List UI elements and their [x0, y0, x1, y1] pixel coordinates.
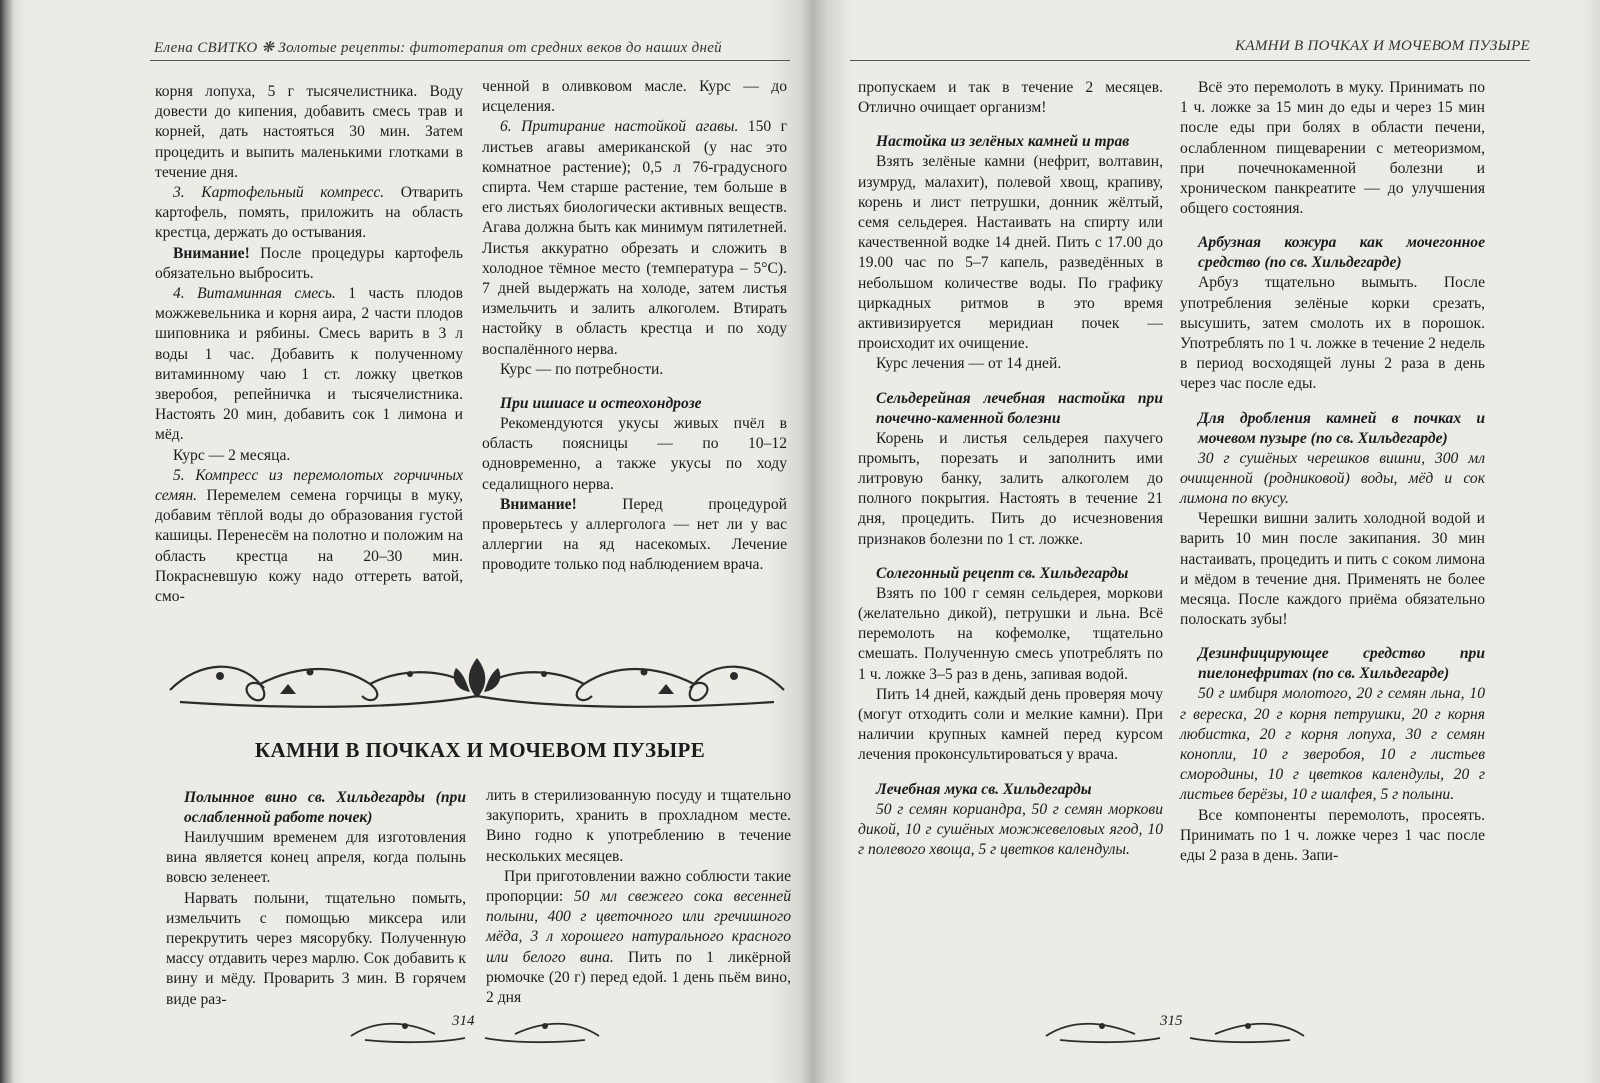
paragraph: Курс — по потребности. [500, 360, 664, 378]
paragraph: 4. Витаминная смесь. 1 часть плодов можжевельника и корня аира, 2 части плодов шиповника и рябины. Смесь варить в 3 л воды 1 час. Добавить к полученному витаминному чаю 1 ст. ложку цветков зверобоя, репейничка и тысячелистника. Настоять 20 мин, добавить сок 1 лимона и мёд. [155, 285, 464, 444]
folio-ornament-left [345, 1012, 605, 1048]
header-rule [150, 60, 790, 61]
paragraph: Внимание! После процедуры картофель обязательно выбросить. [155, 244, 463, 282]
paragraph: Все компоненты перемолоть, просеять. Принимать по 1 ч. ложке через 1 час после еды 2 раза в день. Запи- [1180, 806, 1485, 865]
text-column-4 [486, 786, 791, 1008]
paragraph: Нарвать полыни, тщательно помыть, измельчить с помощью миксера или перекрутить через мясорубку. Полученную массу отдавить через марлю. Сок добавить к вину и мёду. Проварить 3 мин. В горячем виде раз- [166, 889, 466, 1008]
paragraph-spacer [1180, 219, 1485, 233]
paragraph: Арбуз тщательно вымыть. После употребления зелёные корки срезать, высушить, затем смолоть их в порошок. Употреблять по 1 ч. ложке в течение 2 недель в период восходящей луны 2 раза в день через час после еды. [1180, 274, 1485, 393]
paragraph-spacer [858, 375, 1163, 389]
ingredient-list: 50 г семян кориандра, 50 г семян моркови дикой, 10 г сушёных можжевеловых ягод, 10 г полевого хвоща, 5 г цветков календулы. [858, 800, 1163, 859]
text-column-2 [1180, 78, 1485, 866]
text-column-1 [858, 78, 1163, 860]
text-column-1 [155, 82, 463, 607]
paragraph-spacer [482, 380, 787, 394]
paragraph-spacer [858, 766, 1163, 780]
page-number-right: 315 [1160, 1013, 1183, 1029]
paragraph: Пить 14 дней, каждый день проверяя мочу (могут отходить соли и мелкие камни). При наличии крупных камней перед курсом лечения проконсультироваться у врача. [858, 685, 1163, 764]
right-page [812, 0, 1600, 1083]
recipe-heading: Лечебная мука св. Хильдегарды [876, 780, 1092, 798]
paragraph: Черешки вишни залить холодной водой и варить 10 мин после закипания. 30 мин настаивать, процедить и пить с соком лимона и мёдом в течение дня. Применять не более месяца. После каждого приёма обязательно полоскать зубы! [1180, 510, 1485, 629]
paragraph [1180, 449, 1485, 510]
recipe-heading: Для дробления камней в почках и мочевом пузыре (по св. Хильдегарде) [1198, 409, 1485, 447]
ingredient-list: 50 г имбиря молотого, 20 г семян льна, 10 г вереска, 20 г корня петрушки, 20 г корня любистка, 20 г корня лопуха, 30 г семян конопли, 10 г зверобоя, 10 г листьев смородины, 10 г цветков календулы, 20 г листьев берёзы, 10 г шалфея, 5 г полыни. [1180, 685, 1485, 804]
recipe-heading: Полынное вино св. Хильдегарды (при ослабленной работе почек) [184, 789, 466, 826]
paragraph: Наилучшим временем для изготовления вина является конец апреля, когда полынь вовсю зеленеет. [166, 829, 466, 887]
recipe-lead: 3. Картофельный компресс. [173, 184, 401, 202]
recipe-heading: Солегонный рецепт св. Хильдегарды [876, 564, 1129, 582]
paragraph: лить в стерилизованную посуду и тщательно закупорить, хранить в прохладном месте. Вино годно к употреблению в течение нескольких месяцев. [486, 787, 791, 865]
floral-ornament-divider [160, 650, 794, 712]
paragraph [1180, 684, 1485, 805]
paragraph: Курс лечения — от 14 дней. [876, 355, 1062, 373]
paragraph: корня лопуха, 5 г тысячелистника. Воду довести до кипения, добавить смесь трав и корней, дать настояться 30 мин. Затем процедить и выпить маленькими глотками в течение дня. [155, 83, 463, 181]
paragraph: Внимание! Перед процедурой проверьтесь у аллерголога — нет ли у вас аллергии на яд насекомых. Лечение проводите только под наблюдением врача. [482, 495, 787, 574]
paragraph: 6. Притирание настойкой агавы. 150 г листьев агавы американской (у нас это комнатное растение); 0,5 л 76-градусного спирта. Чем старше растение, тем больше в его листьях биологически активных веществ. Агава должна быть как минимум пятилетней. Листья аккуратно обрезать и сложить в холодное тёмное место (температура – 5°С). 7 дней выдержать на холоде, затем листья измельчить и залить алкоголем. Втирать настойку в область крестца и по ходу воспалённого нерва. [482, 118, 787, 358]
recipe-heading: Дезинфицирующее средство при пиелонефритах (по св. Хильдегарде) [1198, 645, 1485, 683]
recipe-heading: Арбузная кожура как мочегонное средство (по св. Хильдегарде) [1198, 234, 1485, 272]
section-title: КАМНИ В ПОЧКАХ И МОЧЕВОМ ПУЗЫРЕ [254, 738, 706, 762]
recipe-heading: При ишиасе и остеохондрозе [500, 395, 702, 413]
text-column-3 [166, 788, 466, 1010]
recipe-lead: 6. Притирание настойкой агавы. [500, 118, 748, 136]
warning-label: Внимание! [173, 244, 261, 262]
paragraph: Курс — 2 месяца. [173, 446, 291, 464]
running-head-right: КАМНИ В ПОЧКАХ И МОЧЕВОМ ПУЗЫРЕ [1235, 38, 1530, 54]
paragraph: Всё это перемолоть в муку. Принимать по 1 ч. ложке за 15 мин до еды и через 15 мин после еды при болях в области печени, ослабленном пищеварении с метеоризмом, при почечнокаменной болезни и хроническом панкреатите — до улучшения общего состояния. [1180, 79, 1485, 218]
recipe-heading: Сельдерейная лечебная настойка при почечно-каменной болезни [876, 389, 1163, 427]
recipe-lead: 5. Компресс из перемолотых горчичных семян. [155, 466, 463, 505]
paragraph: ченной в оливковом масле. Курс — до исцеления. [482, 78, 787, 116]
paragraph-spacer [1180, 395, 1485, 409]
paragraph: Рекомендуются укусы живых пчёл в область поясницы — по 10–12 одновременно, а также укусы по ходу седалищного нерва. [482, 415, 787, 493]
paragraph: пропускаем и так в течение 2 месяцев. Отлично очищает организм! [858, 79, 1163, 117]
paragraph-spacer [1180, 630, 1485, 644]
paragraph: Корень и листья сельдерея пахучего промыть, порезать и заполнить ими литровую банку, залить алкоголем до полного покрытия. Настоять в течение 21 дня, процедить. Пить до исчезновения признаков болезни по 1 ст. ложке. [858, 429, 1163, 548]
paragraph: При приготовлении важно соблюсти такие пропорции: 50 мл свежего сока весенней полыни, 400 г цветочного или гречишного мёда, 3 л хорошего натурального красного или белого вина. Пить по 1 ликёрной рюмочке (20 г) перед едой. 1 день пьём вино, 2 дня [486, 867, 791, 1007]
paragraph: Взять зелёные камни (нефрит, волтавин, изумруд, малахит), полевой хвощ, крапиву, корень и лист петрушки, донник жёлтый, семя сельдерея. Настаивать на спирту или качественной водке 14 дней. Пить с 17.00 до 19.00 час по 5–7 капель, разведённых в небольшом количестве воды. По графику циркадных ритмов в это время активизируется меридиан почек — происходит их очищение. [858, 153, 1163, 353]
paragraph-spacer [858, 118, 1163, 132]
header-rule [850, 60, 1530, 61]
paragraph-spacer [858, 550, 1163, 564]
paragraph: Взять по 100 г семян сельдерея, моркови (желательно дикой), петрушки и льна. Всё перемолоть на кофемолке, тщательно смешать. Полученную смесь употреблять по 1 ч. ложке 3–5 раз в день, запивая водой. [858, 584, 1163, 683]
ingredient-list: 50 мл свежего сока весенней полыни, 400 г цветочного или гречишного мёда, 3 л хорошего натурального красного или белого вина. [486, 888, 791, 966]
recipe-lead: 4. Витаминная смесь. [173, 285, 349, 303]
paragraph [858, 800, 1163, 861]
ingredient-list: 30 г сушёных черешков вишни, 300 мл очищенной (родниковой) воды, мёд и сок лимона по вкусу. [1180, 449, 1485, 508]
page-number-left: 314 [452, 1013, 475, 1029]
paragraph: 5. Компресс из перемолотых горчичных семян. Перемелем семена горчицы в муку, добавим тёплой воды до образования густой кашицы. Перенесём на полотно и положим на область крестца на 20–30 мин. Покрасневшую кожу надо оттереть ватой, смо- [155, 466, 463, 606]
paragraph: 3. Картофельный компресс. Отварить картофель, помять, приложить на область крестца, держать до остывания. [155, 184, 463, 242]
recipe-heading: Настойка из зелёных камней и трав [876, 133, 1130, 151]
warning-label: Внимание! [500, 495, 623, 513]
text-column-2 [482, 77, 787, 576]
running-head-left: Елена СВИТКО ❋ Золотые рецепты: фитотерапия от средних веков до наших дней [154, 40, 722, 56]
